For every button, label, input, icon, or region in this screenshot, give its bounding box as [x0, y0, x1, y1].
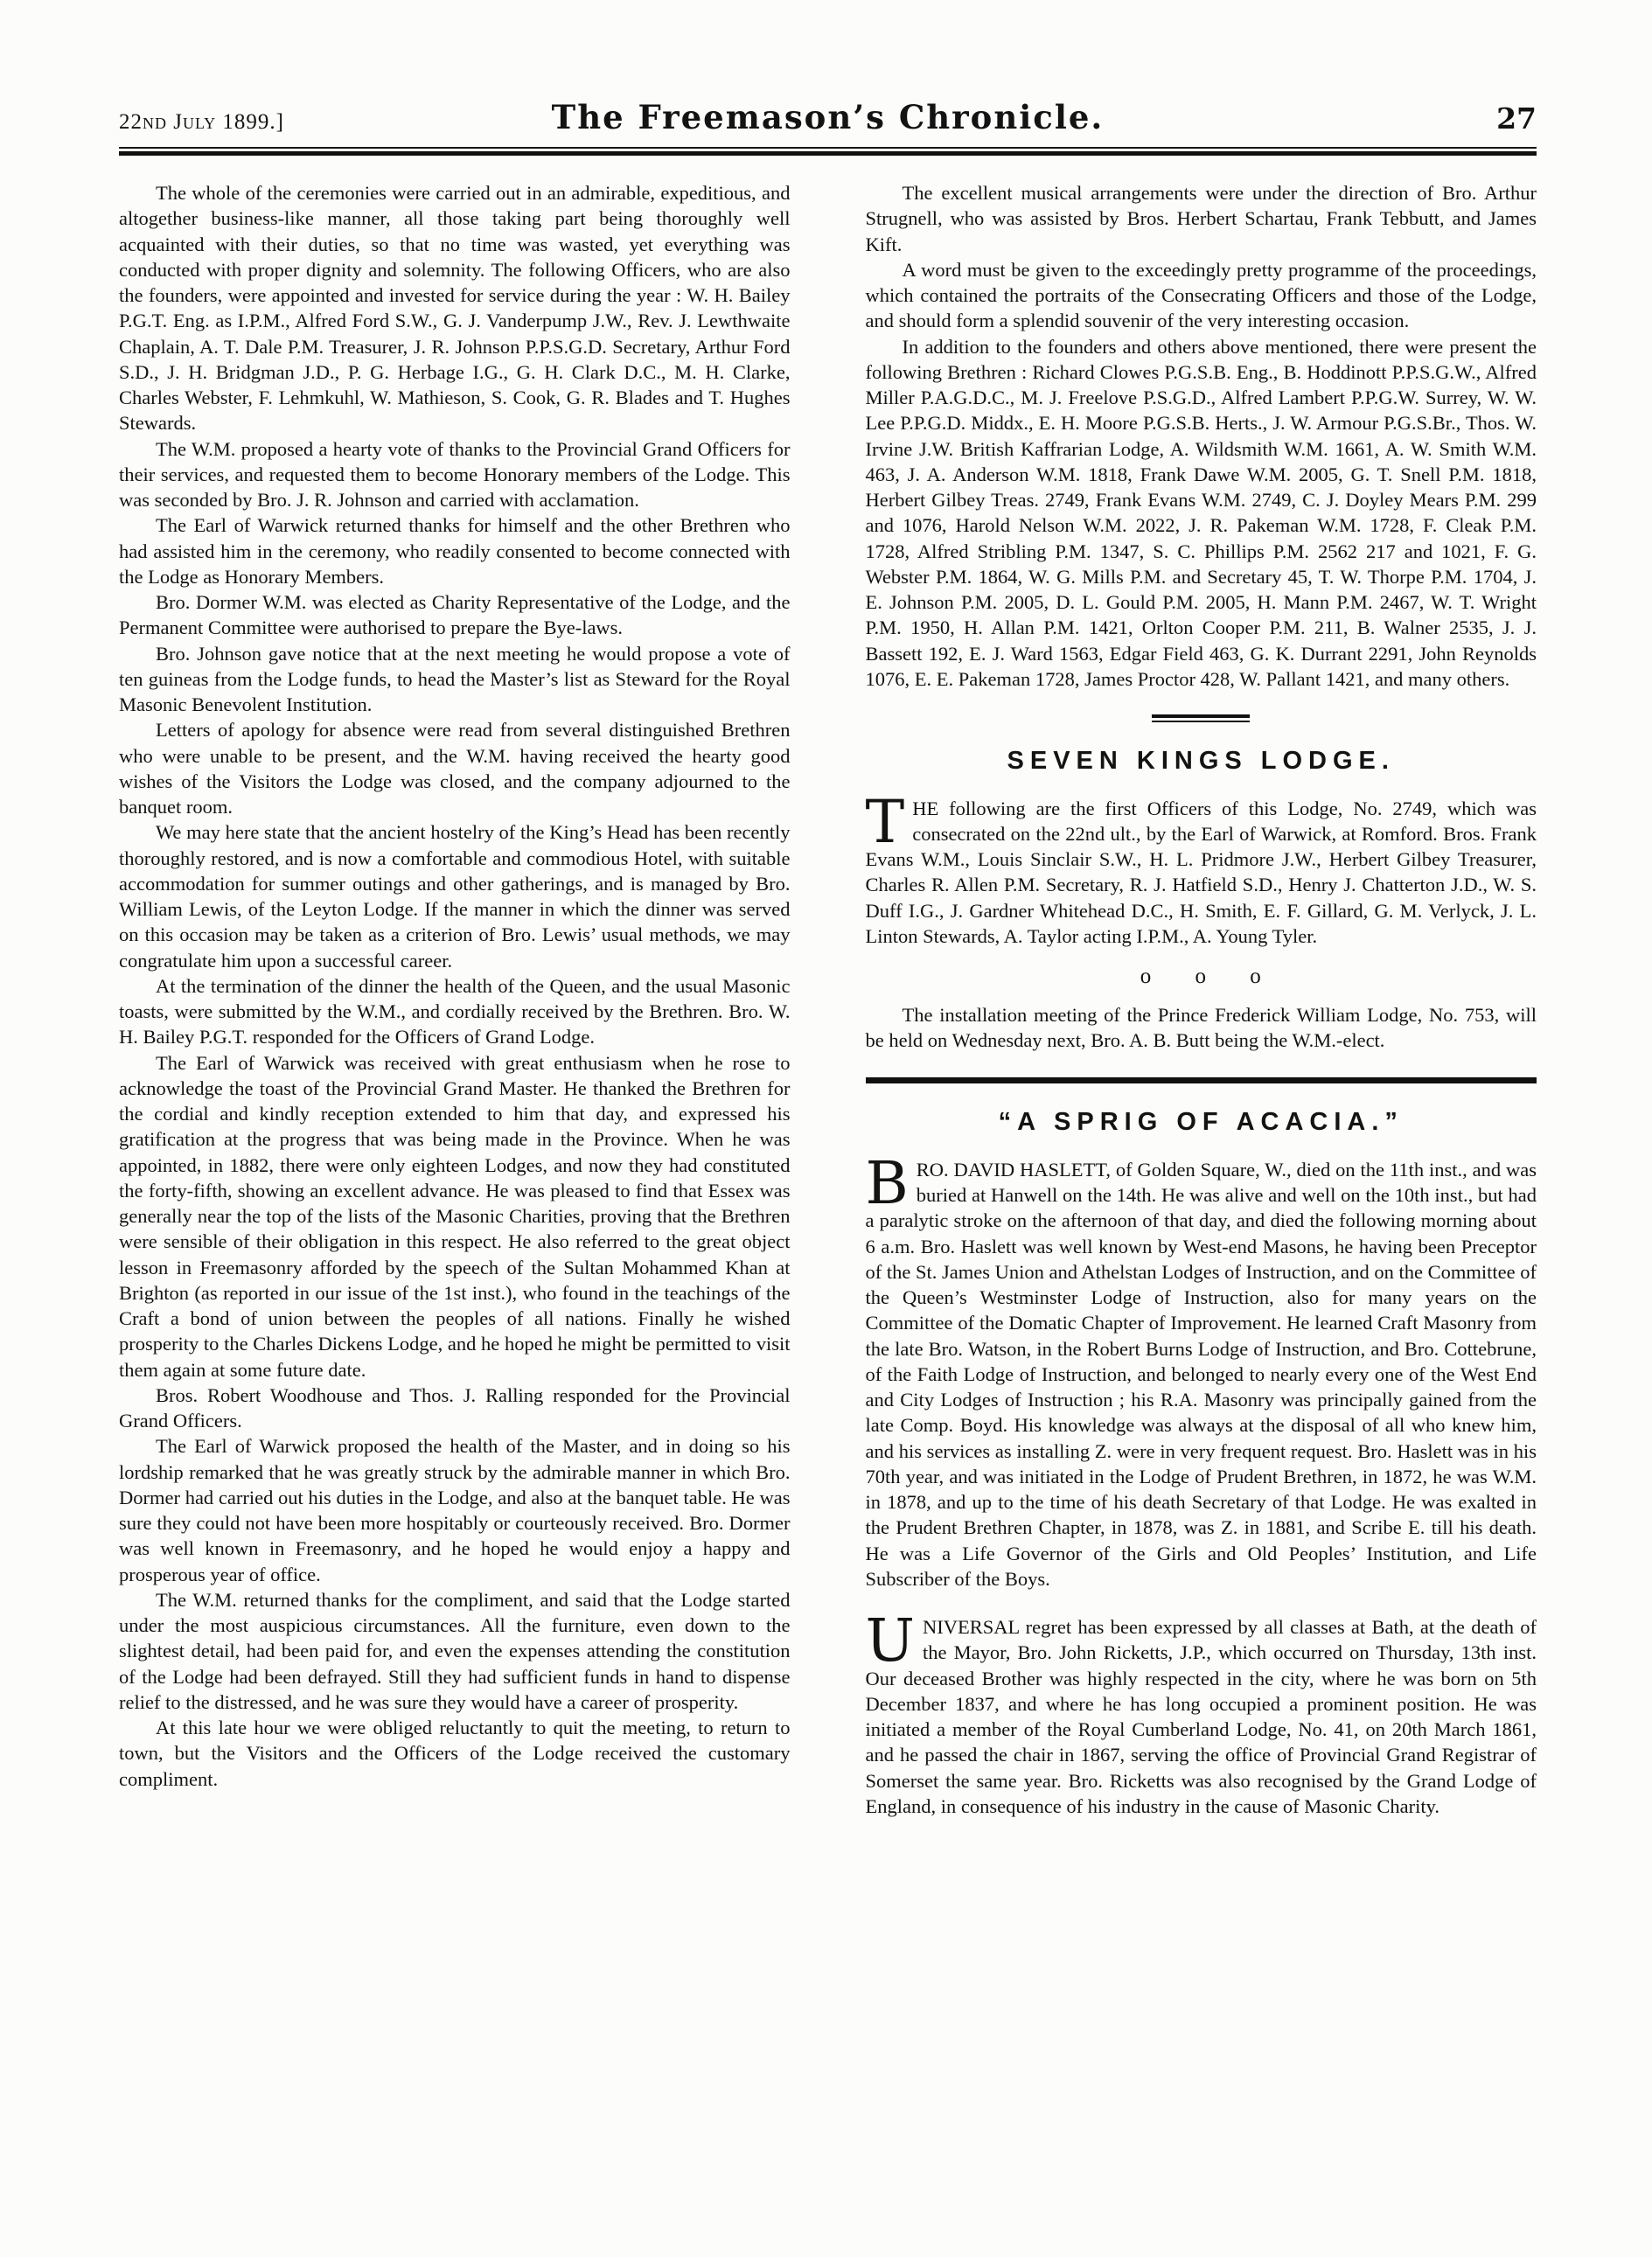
- dropcap-letter-b: B: [865, 1148, 909, 1217]
- paragraph: At this late hour we were obliged reluctantly to quit the meeting, to return to town, but the Visitors and the Officers of the Lodge received the customary compliment.: [119, 1717, 791, 1790]
- paragraph: At the termination of the dinner the health of the Queen, and the usual Masonic toasts, were submitted by the W.M., and cordially received by the Brethren. Bro. W. H. Bailey P.G.T. responded for the Officers of Grand Lodge.: [119, 974, 791, 1048]
- paragraph: The W.M. returned thanks for the compliment, and said that the Lodge started under the most auspicious circumstances. All the furniture, even down to the slightest detail, had been paid for, and even the expenses attending the constitution of the Lodge had been defrayed. Still they had sufficient funds in hand to dispense relief to the distressed, and he was sure they would have a career of prosperity.: [119, 1588, 791, 1713]
- right-column: [866, 180, 1537, 1819]
- article-columns: [119, 180, 1537, 1819]
- acacia-body: [865, 1148, 1537, 1592]
- section-divider-full: [866, 1077, 1537, 1083]
- installation-note: The installation meeting of the Prince Frederick William Lodge, No. 753, will be held on Wednesday next, Bro. A. B. Butt being the W.M.-elect.: [865, 1003, 1537, 1051]
- dropcap-letter-u: U: [865, 1606, 915, 1675]
- acacia-heading: “A SPRIG OF ACACIA.”: [998, 1108, 1404, 1137]
- universal-body: [865, 1606, 1537, 1819]
- paragraph: We may here state that the ancient hostelry of the King’s Head has been recently thoroughly restored, and is now a comfortable and commodious Hotel, with suitable accommodation for summer outings and other gatherings, and is managed by Bro. William Lewis, of the Leyton Lodge. If the manner in which the dinner was served on this occasion may be taken as a criterion of Bro. Lewis’ usual methods, we may congratulate him upon a successful career.: [119, 821, 791, 972]
- issue-date: 22nd July 1899.]: [119, 110, 284, 134]
- right-column-intro: [866, 180, 1537, 692]
- page-title: The Freemason’s Chronicle.: [551, 98, 1105, 136]
- page-number: 27: [1496, 101, 1537, 136]
- universal-text: NIVERSAL regret has been expressed by all classes at Bath, at the death of the Mayor, Bro. John Ricketts, J.P., which occurred on Thursday, 13th inst. Our deceased Brother was highly respected in the city, where he was born on 5th December 1837, and where he has long occupied a prominent position. He was initiated a member of the Royal Cumberland Lodge, No. 41, on 20th March 1861, and he passed the chair in 1867, serving the office of Provincial Grand Registrar of Somerset the same year. Bro. Ricketts was also recognised by the Grand Lodge of England, in consequence of his industry in the cause of Masonic Charity.: [865, 1616, 1537, 1817]
- paragraph: The Earl of Warwick proposed the health of the Master, and in doing so his lordship remarked that he was greatly struck by the admirable manner in which Bro. Dormer had carried out his duties in the Lodge, and also at the banquet table. He was sure they could not have been more hospitably or courteously received. Bro. Dormer was well known in Freemasonry, and he hoped he would enjoy a happy and prosperous year of office.: [119, 1435, 791, 1585]
- paragraph: The Earl of Warwick returned thanks for himself and the other Brethren who had assisted him in the ceremony, who readily consented to become connected with the Lodge as Honorary Members.: [119, 514, 791, 588]
- paragraph: Bro. Johnson gave notice that at the next meeting he would propose a vote of ten guineas from the Lodge funds, to head the Master’s list as Steward for the Royal Masonic Benevolent Institution.: [119, 642, 791, 715]
- masthead: [119, 98, 1537, 136]
- masthead-rule: [119, 147, 1537, 156]
- dropcap-letter-t: T: [865, 787, 905, 856]
- paragraph: The Earl of Warwick was received with great enthusiasm when he rose to acknowledge the toast of the Provincial Grand Master. He thanked the Brethren for the cordial and kindly reception extended to him that day, and expressed his gratification at the progress that was being made in the Province. When he was appointed, in 1882, there were only eighteen Lodges, and now they had constituted the forty-fifth, showing an excellent advance. He was pleased to find that Essex was generally near the top of the lists of the Masonic Charities, proving that the Brethren were sensible of their obligation in this respect. He also referred to the great object lesson in Freemasonry afforded by the speech of the Sultan Mohammed Khan at Brighton (as reported in our issue of the 1st inst.), who found in the teachings of the Craft a bond of union between the peoples of all nations. Finally he wished prosperity to the Charles Dickens Lodge, and he hoped he might be permitted to visit them again at some future date.: [119, 1051, 791, 1381]
- paragraph: The excellent musical arrangements were under the direction of Bro. Arthur Strugnell, who was assisted by Bros. Herbert Schartau, Frank Tebbutt, and James Kift.: [865, 182, 1537, 255]
- seven-kings-heading: SEVEN KINGS LODGE.: [1007, 747, 1395, 775]
- paragraph: The W.M. proposed a hearty vote of thanks to the Provincial Grand Officers for their services, and requested them to become Honorary members of the Lodge. This was seconded by Bro. J. R. Johnson and carried with acclamation.: [119, 437, 791, 511]
- paragraph: The whole of the ceremonies were carried out in an admirable, expeditious, and altogether business-like manner, all those taking part being thoroughly well acquainted with their duties, so that no time was wasted, yet everything was conducted with proper dignity and solemnity. The following Officers, who are also the founders, were appointed and invested for service during the year : W. H. Bailey P.G.T. Eng. as I.P.M., Alfred Ford S.W., G. J. Vanderpump J.W., Rev. J. Lewthwaite Chaplain, A. T. Dale P.M. Treasurer, J. R. Johnson P.P.S.G.D. Secretary, Arthur Ford S.D., J. H. Bridgman J.D., P. G. Herbage I.G., G. H. Clark D.C., M. H. Clarke, Charles Webster, F. Lehmkuhl, W. Mathieson, S. Cook, G. R. Blades and T. Hughes Stewards.: [119, 182, 791, 435]
- circle-separator: o o o: [1140, 965, 1262, 989]
- paragraph: Bros. Robert Woodhouse and Thos. J. Ralling responded for the Provincial Grand Officers.: [119, 1383, 791, 1432]
- paragraph: Letters of apology for absence were read from several distinguished Brethren who were unable to be present, and the W.M. having received the hearty good wishes of the Visitors the Lodge was closed, and the company adjourned to the banquet room.: [119, 719, 791, 818]
- acacia-text: RO. DAVID HASLETT, of Golden Square, W., died on the 11th inst., and was buried at Hanwell on the 14th. He was alive and well on the 10th inst., but had a paralytic stroke on the afternoon of that day, and died the following morning about 6 a.m. Bro. Haslett was well known by West-end Masons, he having been Preceptor of the St. James Union and Athelstan Lodges of Instruction, and on the Committee of the Queen’s Westminster Lodge of Instruction, also for many years on the Committee of the Domatic Chapter of Improvement. He learned Craft Masonry from the late Bro. Watson, in the Robert Burns Lodge of Instruction, and Bro. Cottebrune, of the Faith Lodge of Instruction, and belonged to nearly every one of the West End and City Lodges of Instruction ; his R.A. Masonry was principally gained from the late Comp. Boyd. His knowledge was always at the disposal of all who knew him, and his services as installing Z. were in very frequent request. Bro. Haslett was in his 70th year, and was initiated in the Lodge of Prudent Brethren, in 1872, he was W.M. in 1878, and up to the time of his death Secretary of that Lodge. He was exalted in the Prudent Brethren Chapter, in 1878, was Z. in 1881, and Scribe E. till his death. He was a Life Governor of the Girls and Old Peoples’ Institution, and Life Subscriber of the Boys.: [865, 1158, 1537, 1590]
- paragraph: Bro. Dormer W.M. was elected as Charity Representative of the Lodge, and the Permanent Committee were authorised to prepare the Bye-laws.: [119, 591, 791, 639]
- paragraph: In addition to the founders and others above mentioned, there were present the following Brethren : Richard Clowes P.G.S.B. Eng., B. Hoddinott P.P.S.G.W., Alfred Miller P.A.G.D.C., M. J. Freelove P.S.G.D., Alfred Lambert P.P.G.W. Surrey, W. W. Lee P.P.G.D. Middx., E. H. Moore P.G.S.B. Herts., J. W. Armour P.G.S.Br., Thos. W. Irvine J.W. British Kaffrarian Lodge, A. Wildsmith W.M. 1661, A. W. Smith W.M. 463, J. A. Anderson W.M. 1818, Frank Dawe W.M. 2005, G. T. Snell P.M. 1818, Herbert Gilbey Treas. 2749, Frank Evans W.M. 2749, C. J. Doyley Mears P.M. 299 and 1076, Harold Nelson W.M. 2022, J. R. Pakeman W.M. 1728, F. Cleak P.M. 1728, Alfred Stribling P.M. 1347, S. C. Phillips P.M. 2562 217 and 1021, F. G. Webster P.M. 1864, W. G. Mills P.M. and Secretary 45, T. W. Thorpe P.M. 1704, J. E. Johnson P.M. 2005, D. L. Gould P.M. 2005, H. Mann P.M. 2467, W. T. Wright P.M. 1950, H. Allan P.M. 1421, Orlton Cooper P.M. 211, B. Walner 2535, J. J. Bassett 192, E. J. Ward 1563, Edgar Field 463, G. K. Durrant 2291, John Reynolds 1076, E. E. Pakeman 1728, James Proctor 428, W. Pallant 1421, and many others.: [865, 335, 1537, 690]
- section-divider-short: [1152, 714, 1250, 722]
- seven-kings-text: HE following are the first Officers of this Lodge, No. 2749, which was consecrated on the 22nd ult., by the Earl of Warwick, at Romford. Bros. Frank Evans W.M., Louis Sinclair S.W., H. L. Pridmore J.W., Herbert Gilbey Treasurer, Charles R. Allen P.M. Secretary, R. J. Hatfield S.D., Henry J. Chatterton J.D., W. S. Duff I.G., J. Gardner Whitehead D.C., H. Smith, E. F. Gillard, G. M. Verlyck, J. L. Linton Stewards, A. Taylor acting I.P.M., A. Young Tyler.: [865, 797, 1537, 947]
- paragraph: A word must be given to the exceedingly pretty programme of the proceedings, which contained the portraits of the Consecrating Officers and those of the Lodge, and should form a splendid souvenir of the very interesting occasion.: [865, 258, 1537, 332]
- left-column: [119, 180, 791, 1819]
- seven-kings-body: [865, 787, 1537, 950]
